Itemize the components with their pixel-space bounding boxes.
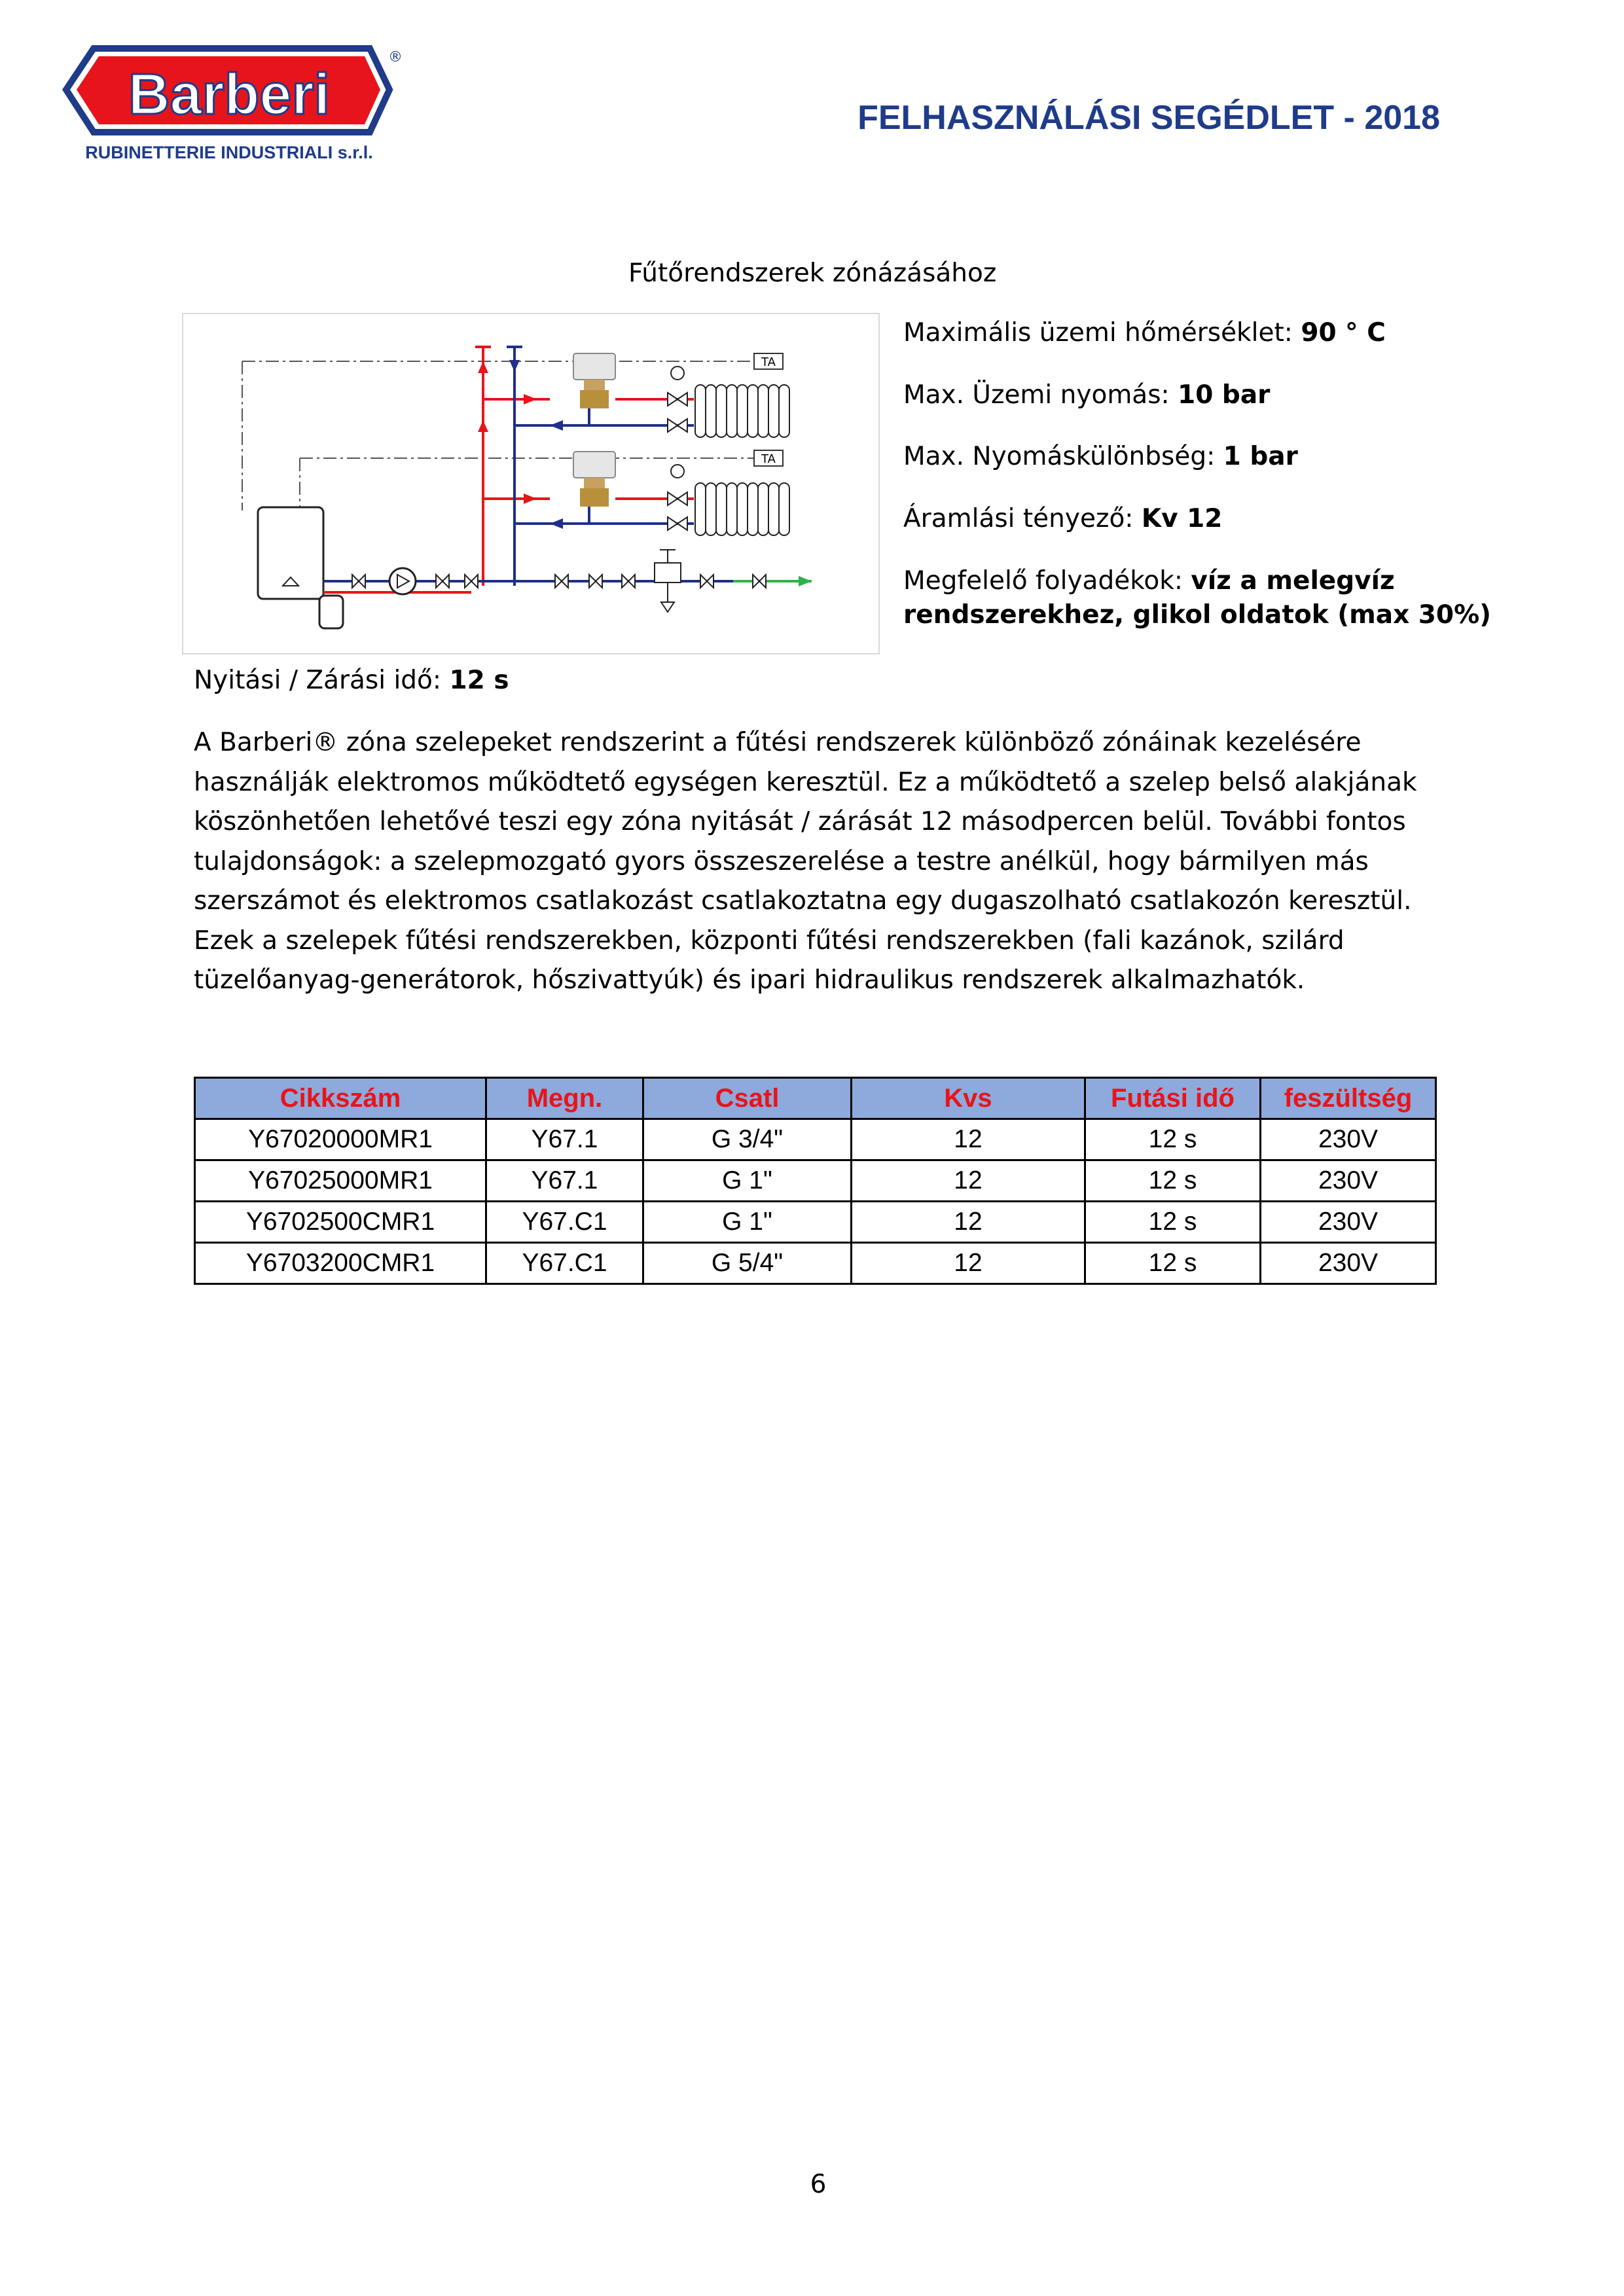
description-paragraph: A Barberi® zóna szelepeket rendszerint a fűtési rendszerek különböző zónáinak kezelésére használják elektromos működtető egységen keresztül. Ez a működtető a szelep belső alakjának köszönhetően lehetővé teszi egy zóna nyitását / zárását 12 másodpercen belül. További fontos tulajdonságok: a szelepmozgató gyors összeszerelése a testre anélkül, hogy bármilyen más szerszámot és elektromos csatlakozást csatlakoztatna egy dugaszolható csatlakozón keresztül. Ezek a szelepek fűtési rendszerekben, központi fűtési rendszerekben (fali kazánok, szilárd tüzelőanyag-generátorok, hőszivattyúk) és ipari hidraulikus rendszerek alkalmazhatók. [194, 728, 1417, 995]
table-row [195, 1119, 1436, 1160]
opening-time-label: Nyitási / Zárási idő: [194, 666, 450, 695]
spec-suitable-fluids [903, 564, 1492, 632]
cell-connection: G 1" [643, 1202, 852, 1243]
cell-running-time: 12 s [1085, 1202, 1261, 1243]
cell-designation: Y67.C1 [486, 1202, 643, 1243]
table-row [195, 1243, 1436, 1284]
spec-flow-factor [903, 502, 1492, 536]
header-kvs: Kvs [852, 1078, 1085, 1119]
cell-designation: Y67.1 [486, 1119, 643, 1160]
brand-subtitle: RUBINETTERIE INDUSTRIALI s.r.l. [85, 143, 373, 162]
barberi-logo [62, 41, 403, 165]
cell-connection: G 3/4" [643, 1119, 852, 1160]
spec-value: Kv 12 [1141, 504, 1223, 533]
cell-voltage: 230V [1261, 1202, 1436, 1243]
cell-article-number: Y6703200CMR1 [195, 1243, 486, 1284]
cell-voltage: 230V [1261, 1243, 1436, 1284]
document-title: FELHASZNÁLÁSI SEGÉDLET - 2018 [857, 99, 1440, 137]
brand-name: Barberi [128, 62, 331, 126]
spec-value: 10 bar [1178, 380, 1271, 410]
cell-article-number: Y67025000MR1 [195, 1160, 486, 1202]
spec-label: Max. Nyomáskülönbség: [903, 442, 1223, 471]
heating-zone-diagram [182, 313, 880, 655]
spec-label: Áramlási tényező: [903, 504, 1142, 533]
spec-max-pressure-difference [903, 440, 1492, 474]
cell-kvs: 12 [852, 1119, 1085, 1160]
cell-running-time: 12 s [1085, 1160, 1261, 1202]
spec-value: 90 ° C [1301, 318, 1386, 348]
spec-max-temperature [903, 316, 1492, 350]
spec-label: Megfelelő folyadékok: [903, 566, 1191, 596]
spec-max-pressure [903, 378, 1492, 412]
table-row [195, 1202, 1436, 1243]
cell-connection: G 5/4" [643, 1243, 852, 1284]
spec-label: Maximális üzemi hőmérséklet: [903, 318, 1301, 348]
section-title: Fűtőrendszerek zónázásához [628, 259, 997, 288]
cell-designation: Y67.1 [486, 1160, 643, 1202]
opening-closing-time [194, 666, 509, 695]
table-header-row [195, 1078, 1436, 1119]
cell-voltage: 230V [1261, 1119, 1436, 1160]
cell-article-number: Y6702500CMR1 [195, 1202, 486, 1243]
cell-running-time: 12 s [1085, 1243, 1261, 1284]
page-number: 6 [810, 2170, 827, 2199]
header-voltage: feszültség [1261, 1078, 1436, 1119]
header-designation: Megn. [486, 1078, 643, 1119]
spec-value: 1 bar [1223, 442, 1298, 471]
table-row [195, 1160, 1436, 1202]
registered-mark: ® [388, 49, 403, 65]
cell-kvs: 12 [852, 1243, 1085, 1284]
cell-connection: G 1" [643, 1160, 852, 1202]
header-article-number: Cikkszám [195, 1078, 486, 1119]
product-table [194, 1077, 1437, 1285]
cell-article-number: Y67020000MR1 [195, 1119, 486, 1160]
cell-voltage: 230V [1261, 1160, 1436, 1202]
cell-running-time: 12 s [1085, 1119, 1261, 1160]
cell-kvs: 12 [852, 1160, 1085, 1202]
spec-label: Max. Üzemi nyomás: [903, 380, 1178, 410]
ta-label-top: TA [761, 355, 776, 369]
opening-time-value: 12 s [449, 666, 509, 695]
cell-designation: Y67.C1 [486, 1243, 643, 1284]
header-running-time: Futási idő [1085, 1078, 1261, 1119]
cell-kvs: 12 [852, 1202, 1085, 1243]
header-connection: Csatl [643, 1078, 852, 1119]
spec-value: víz a melegvíz rendszerekhez, glikol oldatok (max 30%) [903, 566, 1491, 630]
ta-label-bottom: TA [761, 452, 776, 466]
